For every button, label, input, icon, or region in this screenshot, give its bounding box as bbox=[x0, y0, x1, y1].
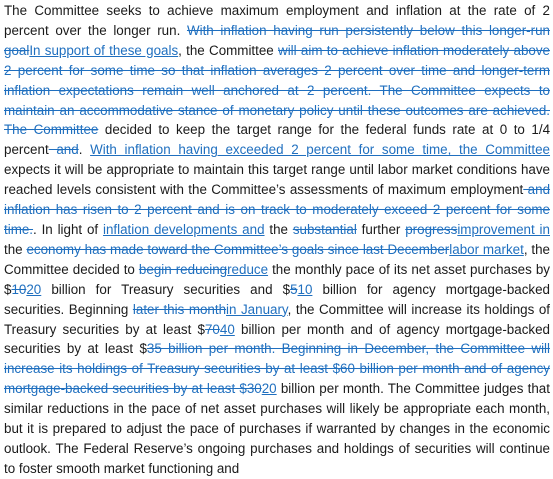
deleted-text: With inflation having run persistently below this longer-run goal bbox=[4, 22, 550, 58]
body-text: the bbox=[264, 221, 293, 237]
body-text: the bbox=[4, 241, 27, 257]
deleted-text: economy has made toward the Committee’s goals since last December bbox=[26, 241, 450, 257]
deleted-text: begin reducing bbox=[138, 261, 228, 277]
deleted-text: 70 bbox=[204, 321, 220, 337]
body-text: further bbox=[356, 221, 406, 237]
body-text: billion for Treasury securities and $ bbox=[41, 281, 291, 297]
inserted-text: 10 bbox=[297, 281, 313, 297]
inserted-text: in January bbox=[226, 301, 288, 317]
redlined-paragraph bbox=[4, 1, 550, 479]
body-text: The Committee seeks to achieve maximum employment and inflation at the rate of 2 percent over the longer run. bbox=[4, 3, 550, 38]
inserted-text: reduce bbox=[227, 261, 269, 277]
inserted-text: 20 bbox=[26, 281, 42, 297]
deleted-text: 10 bbox=[11, 281, 27, 297]
inserted-text: With inflation having exceeded 2 percent for some time, the Committee bbox=[90, 142, 551, 158]
body-text: , the Committee will increase its holdings of Treasury securities by at least $ bbox=[4, 301, 550, 337]
body-text: decided to keep the target range for the federal funds rate at 0 to 1/4 percent bbox=[4, 122, 551, 158]
body-text: expects it will be appropriate to maintain this target range until labor market conditions have reached levels consistent with the Committee’s assessments of maximum employment bbox=[4, 162, 550, 198]
body-text: billion per month. The Committee judges that similar reductions in the pace of net asset purchases will likely be appropriate each month, but it is prepared to adjust the pace of purchases if warranted by changes in the economic outlook. The Federal Reserve’s ongoing purchases and holdings of securities will continue to foster smooth market functioning and bbox=[4, 381, 550, 476]
body-text: billion per month and of agency mortgage-backed securities by at least $ bbox=[4, 321, 550, 357]
inserted-text: improvement in bbox=[457, 221, 550, 237]
body-text: billion for agency mortgage-backed securities. Beginning bbox=[4, 281, 550, 317]
deleted-text: progress bbox=[405, 221, 458, 237]
deleted-text: substantial bbox=[292, 221, 357, 237]
deleted-text: and bbox=[48, 142, 79, 158]
inserted-text: 40 bbox=[219, 321, 235, 337]
deleted-text: and inflation has risen to 2 percent and is on track to moderately exceed 2 percent for some time. bbox=[4, 182, 551, 237]
inserted-text: inflation developments and bbox=[102, 221, 265, 237]
body-text: , the Committee bbox=[178, 42, 279, 58]
deleted-text: will aim to achieve inflation moderately above 2 percent for some time so that inflation averages 2 percent over time and longer-term inflation expectations remain well anchored at 2 percent. The Committee expects to maintain an accommodative stance of monetary policy until these outcomes are achieved. The Committee bbox=[4, 42, 550, 138]
deleted-text: later this month bbox=[132, 301, 227, 317]
inserted-text: 20 bbox=[261, 381, 277, 397]
body-text: the monthly pace of its net asset purchases by $ bbox=[4, 261, 550, 297]
body-text: . bbox=[78, 142, 91, 158]
body-text: . In light of bbox=[33, 221, 103, 237]
inserted-text: In support of these goals bbox=[29, 42, 179, 58]
inserted-text: labor market bbox=[449, 241, 524, 257]
deleted-text: 35 billion per month. Beginning in December, the Committee will increase its holdings of Treasury securities by at least $60 billion per month and of agency mortgage-backed securities by at least $30 bbox=[4, 341, 550, 397]
deleted-text: 5 bbox=[290, 281, 298, 297]
body-text: , the Committee decided to bbox=[4, 241, 550, 277]
